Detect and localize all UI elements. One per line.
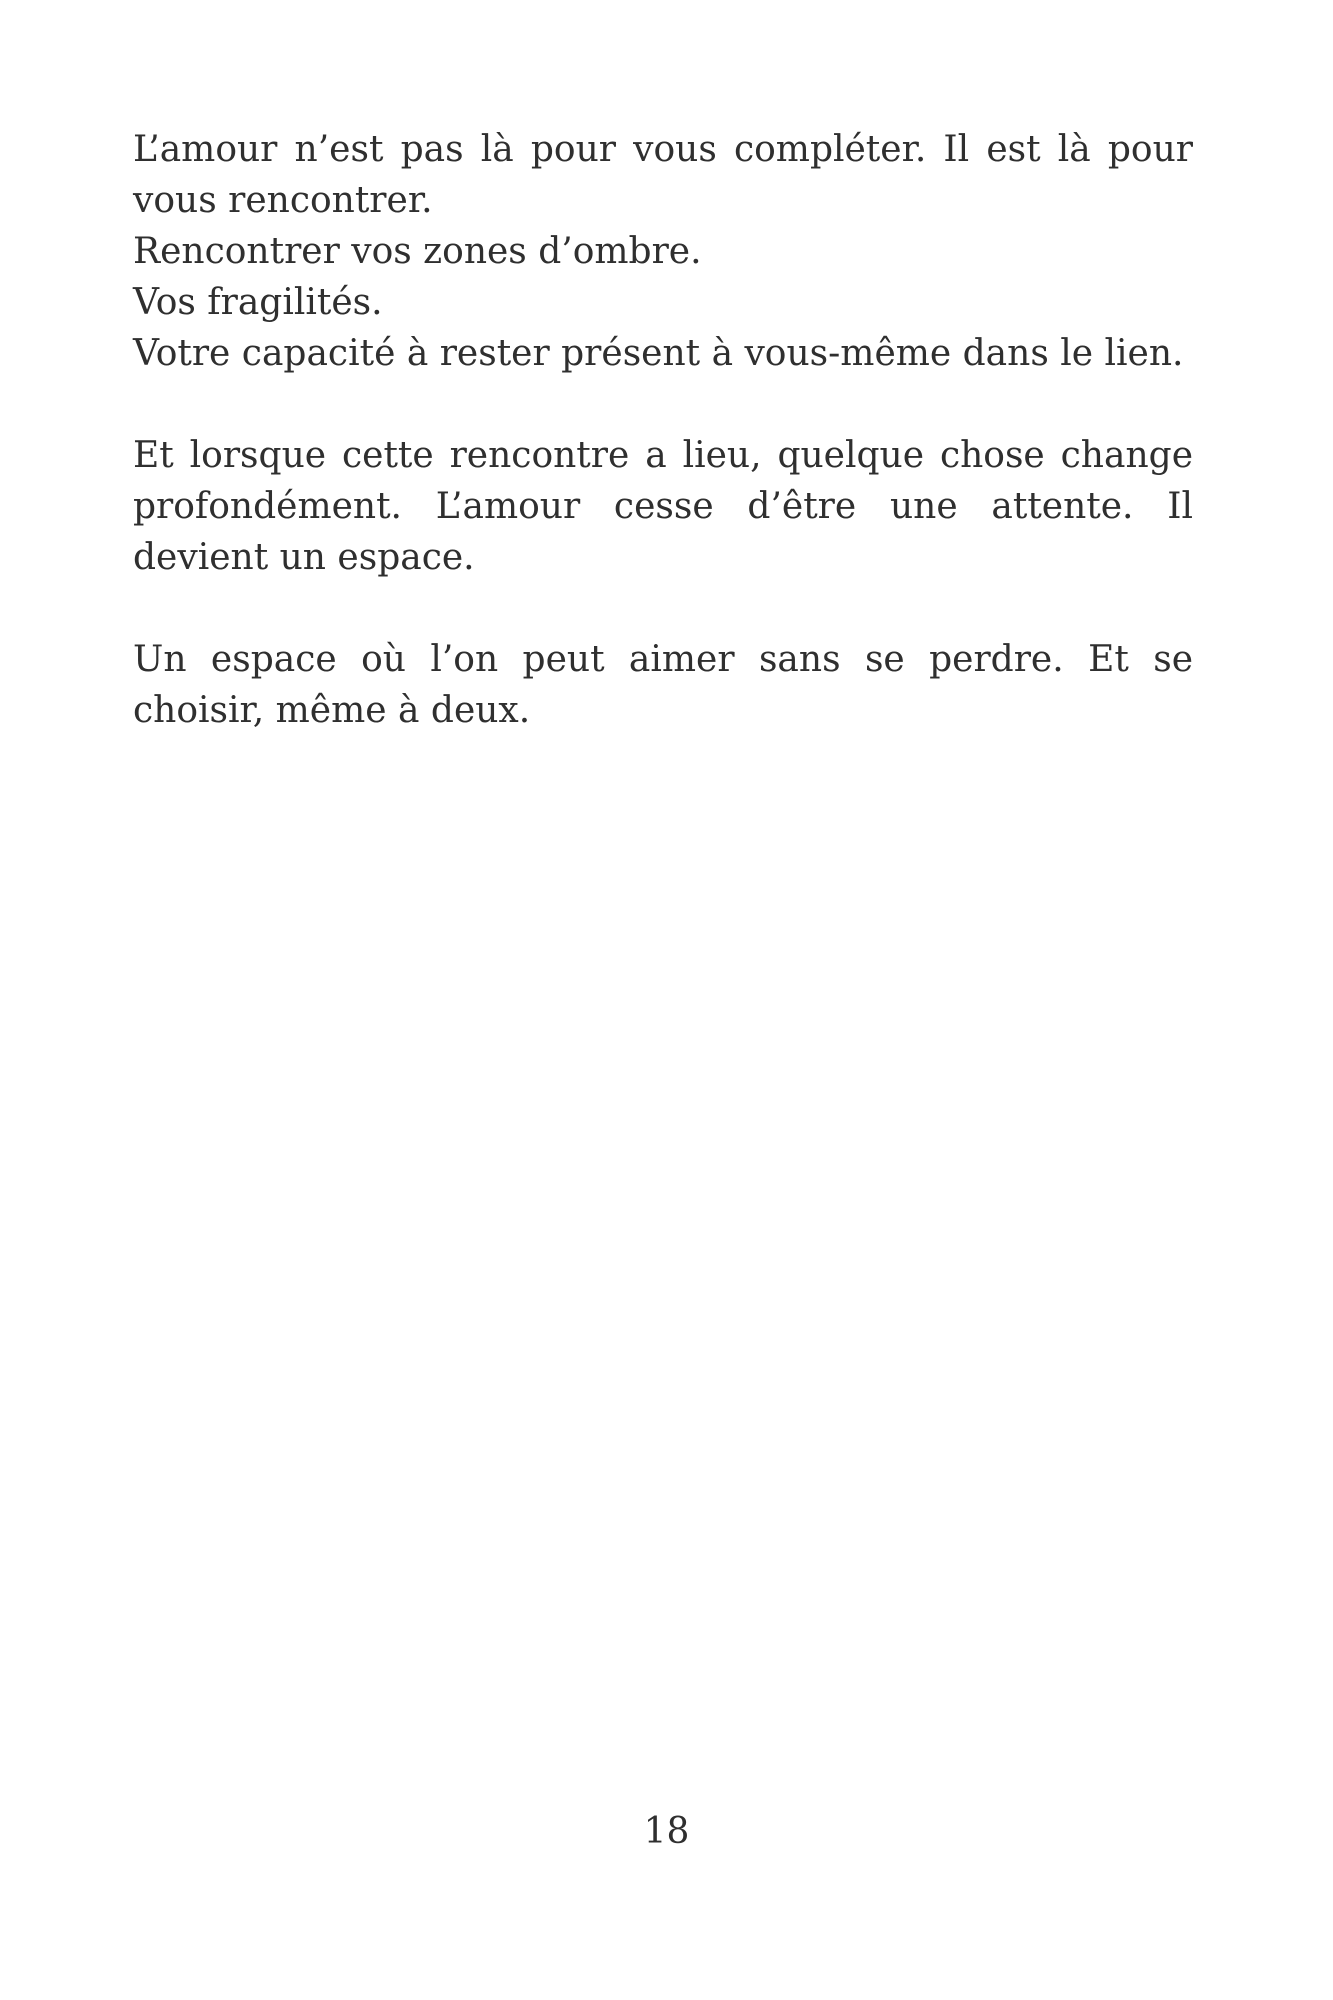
- line-capacite: Votre capacité à rester présent à vous-même dans le lien.: [133, 333, 1184, 374]
- line-fragilites: Vos fragilités.: [133, 282, 383, 323]
- body-text: [133, 124, 1193, 787]
- paragraph-2: [133, 226, 1193, 379]
- paragraph-1: L’amour n’est pas là pour vous compléter. Il est là pour vous rencontrer.: [133, 129, 1193, 221]
- paragraph-4: Un espace où l’on peut aimer sans se perdre. Et se choisir, même à deux.: [133, 639, 1193, 731]
- line-zones-ombre: Rencontrer vos zones d’ombre.: [133, 231, 702, 272]
- paragraph-3: Et lorsque cette rencontre a lieu, quelque chose change profondément. L’amour cesse d’être une attente. Il devient un espace.: [133, 435, 1193, 578]
- page-number: 18: [643, 1811, 690, 1852]
